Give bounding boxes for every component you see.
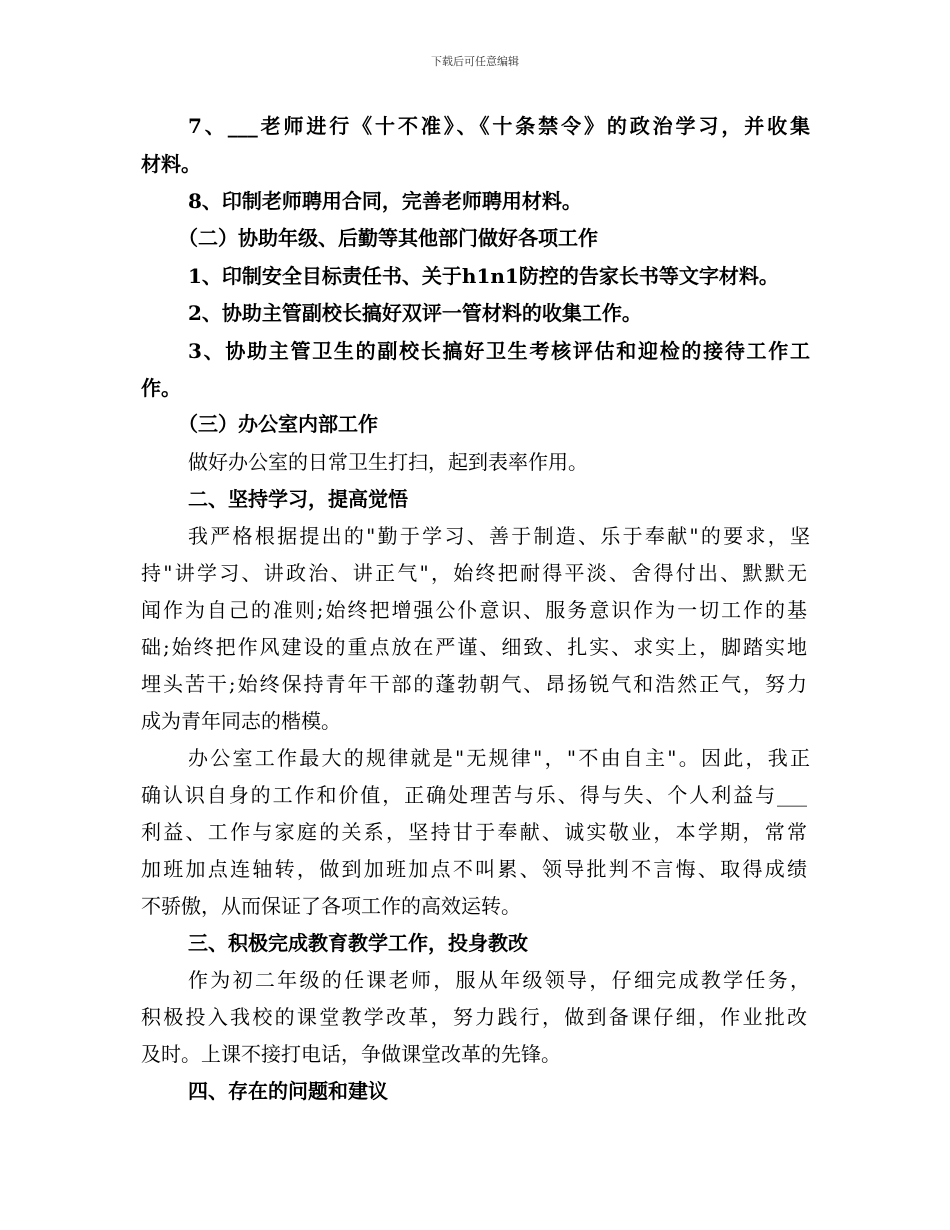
section-heading: （三）办公室内部工作 [178, 412, 378, 436]
text-line: 1、印制安全目标责任书、关于h1n1防控的告家长书等文字材料。 [188, 264, 779, 288]
text-line: 成为青年同志的楷模。 [141, 709, 341, 733]
text-line: 我严格根据提出的"勤于学习、善于制造、乐于奉献"的要求，坚 [188, 524, 810, 548]
text-line: 及时。上课不接打电话，争做课堂改革的先锋。 [141, 1042, 561, 1066]
text-line: 2、协助主管副校长搞好双评一管材料的收集工作。 [188, 301, 642, 325]
text-line: 7、___老师进行《十不准》、《十条禁令》的政治学习，并收集 [188, 114, 810, 138]
text-line: 材料。 [141, 152, 201, 176]
text-line: 作为初二年级的任课老师，服从年级领导，仔细完成教学任务， [188, 968, 810, 992]
text-line: 埋头苦干;始终保持青年干部的蓬勃朝气、昂扬锐气和浩然正气，努力 [141, 672, 807, 696]
text-line: 础;始终把作风建设的重点放在严谨、细致、扎实、求实上，脚踏实地 [141, 635, 807, 659]
text-line: 闻作为自己的准则;始终把增强公仆意识、服务意识作为一切工作的基 [141, 598, 807, 622]
text-line: 确认识自身的工作和价值，正确处理苦与乐、得与失、个人利益与___ [141, 783, 807, 807]
section-heading: 三、积极完成教育教学工作，投身教改 [188, 931, 528, 955]
text-line: 积极投入我校的课堂教学改革，努力践行，做到备课仔细，作业批改 [141, 1005, 807, 1029]
text-line: 持"讲学习、讲政治、讲正气"，始终把耐得平淡、舍得付出、默默无 [141, 561, 807, 585]
section-heading: 二、坚持学习，提高觉悟 [188, 487, 408, 511]
text-line: 不骄傲，从而保证了各项工作的高效运转。 [141, 894, 521, 918]
text-line: 利益、工作与家庭的关系，坚持甘于奉献、诚实敬业，本学期，常常 [141, 820, 807, 844]
text-line: 做好办公室的日常卫生打扫，起到表率作用。 [188, 450, 588, 474]
text-line: 加班加点连轴转，做到加班加点不叫累、领导批判不言悔、取得成绩 [141, 857, 807, 881]
text-line: 办公室工作最大的规律就是"无规律"，"不由自主"。因此，我正 [188, 746, 810, 770]
text-line: 作。 [141, 376, 181, 400]
section-heading: 四、存在的问题和建议 [188, 1079, 388, 1103]
text-line: 8、印制老师聘用合同，完善老师聘用材料。 [188, 189, 582, 213]
section-heading: （二）协助年级、后勤等其他部门做好各项工作 [178, 226, 598, 250]
page-header: 下载后可任意编辑 [431, 55, 519, 68]
text-line: 3、协助主管卫生的副校长搞好卫生考核评估和迎检的接待工作工 [188, 339, 810, 363]
